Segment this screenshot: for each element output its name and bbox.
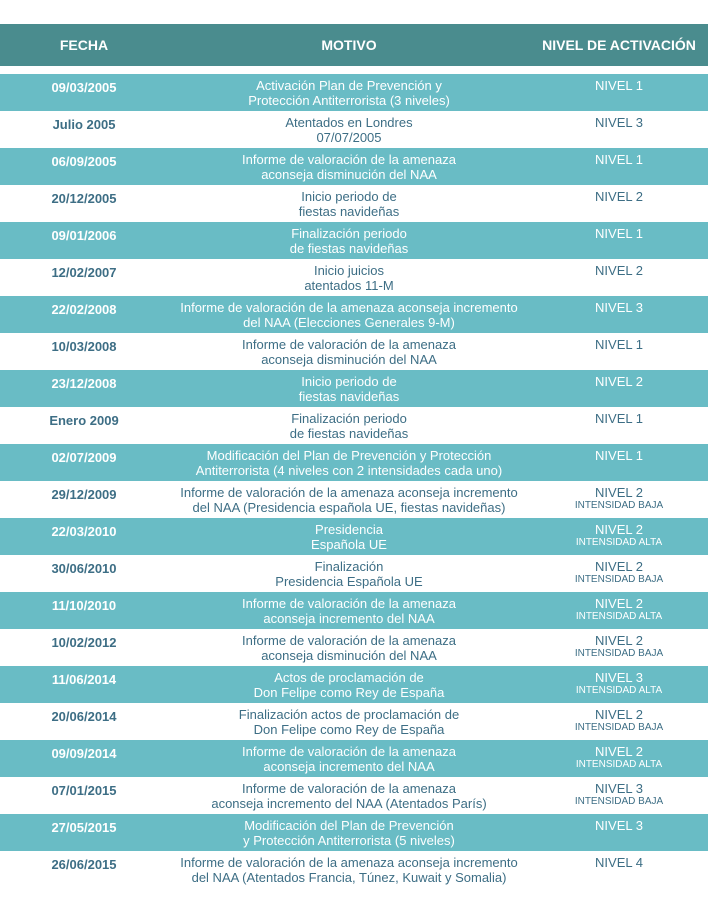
row-fecha: 09/01/2006	[0, 222, 168, 259]
intensidad-label: INTENSIDAD ALTA	[575, 685, 663, 696]
row-motivo	[168, 777, 530, 814]
table-row	[0, 222, 708, 259]
intensidad-label: INTENSIDAD ALTA	[575, 537, 663, 548]
nivel-label: NIVEL 3	[595, 781, 643, 796]
motivo-line: Don Felipe como Rey de España	[253, 722, 445, 737]
row-fecha: 22/02/2008	[0, 296, 168, 333]
row-motivo	[168, 740, 530, 777]
row-fecha: 30/06/2010	[51, 561, 117, 576]
row-nivel	[530, 74, 708, 111]
nivel-label: NIVEL 2	[595, 522, 643, 537]
motivo-line: Modificación del Plan de Prevención y Protección	[206, 448, 492, 463]
nivel-label: NIVEL 2	[595, 707, 643, 722]
motivo-line: aconseja incremento del NAA	[263, 759, 435, 774]
motivo-line: Informe de valoración de la amenaza	[242, 596, 456, 611]
motivo-line: Inicio juicios	[313, 263, 385, 278]
motivo-line: 07/07/2005	[316, 130, 382, 145]
table-row	[0, 370, 708, 407]
intensidad-label: INTENSIDAD BAJA	[574, 796, 664, 807]
row-fecha: 26/06/2015	[51, 857, 117, 872]
motivo-line: Española UE	[311, 537, 387, 552]
row-motivo	[168, 111, 530, 148]
row-nivel	[530, 555, 708, 592]
row-nivel	[530, 592, 708, 629]
row-motivo	[168, 629, 530, 666]
row-nivel	[530, 518, 708, 555]
table-row	[0, 111, 708, 148]
motivo-line: aconseja incremento del NAA	[263, 611, 435, 626]
row-motivo	[168, 148, 530, 185]
row-nivel	[530, 851, 708, 888]
motivo-line: Activación Plan de Prevención y	[256, 78, 442, 93]
table-header	[0, 24, 708, 66]
row-fecha: 10/03/2008	[51, 339, 117, 354]
table-row	[0, 740, 708, 777]
row-nivel	[530, 666, 708, 703]
header-motivo: MOTIVO	[321, 37, 377, 53]
row-motivo	[168, 296, 530, 333]
motivo-line: Presidencia	[315, 522, 383, 537]
table-row	[0, 185, 708, 222]
row-nivel	[530, 444, 708, 481]
nivel-label: NIVEL 1	[595, 78, 643, 93]
row-nivel	[530, 740, 708, 777]
row-nivel	[530, 703, 708, 740]
row-fecha: 23/12/2008	[0, 370, 168, 407]
row-nivel	[530, 814, 708, 851]
row-fecha: 20/06/2014	[51, 709, 117, 724]
row-fecha: 06/09/2005	[0, 148, 168, 185]
row-fecha: 12/02/2007	[51, 265, 117, 280]
motivo-line: Finalización periodo	[291, 226, 407, 241]
row-nivel	[530, 222, 708, 259]
table-row	[0, 259, 708, 296]
motivo-line: Informe de valoración de la amenaza aconseja incremento	[180, 300, 518, 315]
motivo-line: Don Felipe como Rey de España	[253, 685, 445, 700]
nivel-label: NIVEL 2	[595, 596, 643, 611]
activation-table	[0, 74, 708, 888]
row-fecha: 20/12/2005	[51, 191, 117, 206]
row-motivo	[168, 851, 530, 888]
motivo-line: aconseja disminución del NAA	[261, 352, 437, 367]
row-nivel	[530, 629, 708, 666]
nivel-label: NIVEL 2	[595, 189, 643, 204]
table-row	[0, 592, 708, 629]
motivo-line: del NAA (Elecciones Generales 9-M)	[243, 315, 455, 330]
header-nivel: NIVEL DE ACTIVACIÓN	[542, 37, 696, 53]
table-row	[0, 148, 708, 185]
row-motivo	[168, 518, 530, 555]
motivo-line: Modificación del Plan de Prevención	[244, 818, 454, 833]
row-motivo	[168, 814, 530, 851]
table-row	[0, 518, 708, 555]
table-row	[0, 444, 708, 481]
nivel-label: NIVEL 2	[595, 633, 643, 648]
row-nivel	[530, 259, 708, 296]
motivo-line: Informe de valoración de la amenaza	[242, 781, 456, 796]
row-motivo	[168, 333, 530, 370]
row-fecha: Enero 2009	[49, 413, 119, 428]
table-row	[0, 814, 708, 851]
motivo-line: del NAA (Presidencia española UE, fiestas navideñas)	[192, 500, 506, 515]
motivo-line: Actos de proclamación de	[274, 670, 424, 685]
intensidad-label: INTENSIDAD BAJA	[574, 648, 664, 659]
motivo-line: Informe de valoración de la amenaza	[242, 633, 456, 648]
row-nivel	[530, 296, 708, 333]
header-fecha: FECHA	[59, 37, 109, 53]
row-motivo	[168, 74, 530, 111]
row-fecha: 27/05/2015	[0, 814, 168, 851]
row-fecha: 07/01/2015	[51, 783, 117, 798]
motivo-line: Finalización	[314, 559, 384, 574]
nivel-label: NIVEL 1	[595, 226, 643, 241]
motivo-line: atentados 11-M	[304, 278, 394, 293]
row-fecha: 11/06/2014	[0, 666, 168, 703]
row-nivel	[530, 481, 708, 518]
nivel-label: NIVEL 2	[595, 744, 643, 759]
row-motivo	[168, 185, 530, 222]
nivel-label: NIVEL 1	[595, 337, 643, 352]
row-fecha: 29/12/2009	[51, 487, 117, 502]
nivel-label: NIVEL 2	[595, 374, 643, 389]
row-nivel	[530, 333, 708, 370]
motivo-line: Inicio periodo de	[301, 374, 397, 389]
table-row	[0, 703, 708, 740]
row-nivel	[530, 777, 708, 814]
row-nivel	[530, 407, 708, 444]
row-motivo	[168, 592, 530, 629]
row-motivo	[168, 259, 530, 296]
row-motivo	[168, 703, 530, 740]
row-motivo	[168, 407, 530, 444]
nivel-label: NIVEL 3	[595, 115, 643, 130]
motivo-line: del NAA (Atentados Francia, Túnez, Kuwait y Somalia)	[191, 870, 507, 885]
nivel-label: NIVEL 3	[595, 670, 643, 685]
table-row	[0, 407, 708, 444]
intensidad-label: INTENSIDAD BAJA	[574, 574, 664, 585]
row-motivo	[168, 666, 530, 703]
row-nivel	[530, 111, 708, 148]
intensidad-label: INTENSIDAD ALTA	[575, 759, 663, 770]
motivo-line: aconseja disminución del NAA	[261, 167, 437, 182]
motivo-line: aconseja disminución del NAA	[261, 648, 437, 663]
table-row	[0, 777, 708, 814]
motivo-line: y Protección Antiterrorista (5 niveles)	[243, 833, 455, 848]
nivel-label: NIVEL 3	[595, 300, 643, 315]
motivo-line: Antiterrorista (4 niveles con 2 intensidades cada uno)	[195, 463, 503, 478]
motivo-line: Atentados en Londres	[285, 115, 413, 130]
nivel-label: NIVEL 1	[595, 448, 643, 463]
nivel-label: NIVEL 4	[595, 855, 643, 870]
intensidad-label: INTENSIDAD BAJA	[574, 500, 664, 511]
nivel-label: NIVEL 1	[595, 411, 643, 426]
row-fecha: 10/02/2012	[51, 635, 117, 650]
motivo-line: Inicio periodo de	[301, 189, 397, 204]
motivo-line: fiestas navideñas	[298, 204, 400, 219]
motivo-line: fiestas navideñas	[298, 389, 400, 404]
table-row	[0, 333, 708, 370]
row-nivel	[530, 185, 708, 222]
table-row	[0, 666, 708, 703]
motivo-line: Informe de valoración de la amenaza	[242, 744, 456, 759]
table-row	[0, 629, 708, 666]
motivo-line: Informe de valoración de la amenaza	[242, 337, 456, 352]
row-motivo	[168, 481, 530, 518]
row-fecha: 02/07/2009	[0, 444, 168, 481]
motivo-line: Informe de valoración de la amenaza	[242, 152, 456, 167]
row-fecha: 09/03/2005	[0, 74, 168, 111]
table-row	[0, 481, 708, 518]
row-motivo	[168, 370, 530, 407]
nivel-label: NIVEL 2	[595, 485, 643, 500]
row-nivel	[530, 148, 708, 185]
row-motivo	[168, 555, 530, 592]
intensidad-label: INTENSIDAD BAJA	[574, 722, 664, 733]
motivo-line: Finalización periodo	[291, 411, 407, 426]
nivel-label: NIVEL 1	[595, 152, 643, 167]
nivel-label: NIVEL 2	[595, 559, 643, 574]
nivel-label: NIVEL 2	[595, 263, 643, 278]
table-row	[0, 851, 708, 888]
motivo-line: Finalización actos de proclamación de	[238, 707, 460, 722]
row-fecha: 11/10/2010	[0, 592, 168, 629]
row-nivel	[530, 370, 708, 407]
motivo-line: aconseja incremento del NAA (Atentados París)	[211, 796, 487, 811]
intensidad-label: INTENSIDAD ALTA	[575, 611, 663, 622]
nivel-label: NIVEL 3	[595, 818, 643, 833]
motivo-line: Presidencia Española UE	[275, 574, 423, 589]
table-row	[0, 555, 708, 592]
motivo-line: Informe de valoración de la amenaza aconseja incremento	[180, 485, 518, 500]
motivo-line: de fiestas navideñas	[289, 426, 409, 441]
motivo-line: de fiestas navideñas	[289, 241, 409, 256]
motivo-line: Informe de valoración de la amenaza aconseja incremento	[180, 855, 518, 870]
table-row	[0, 296, 708, 333]
table-row	[0, 74, 708, 111]
row-motivo	[168, 222, 530, 259]
row-fecha: 09/09/2014	[0, 740, 168, 777]
motivo-line: Protección Antiterrorista (3 niveles)	[248, 93, 450, 108]
row-fecha: Julio 2005	[52, 117, 116, 132]
row-fecha: 22/03/2010	[0, 518, 168, 555]
row-motivo	[168, 444, 530, 481]
